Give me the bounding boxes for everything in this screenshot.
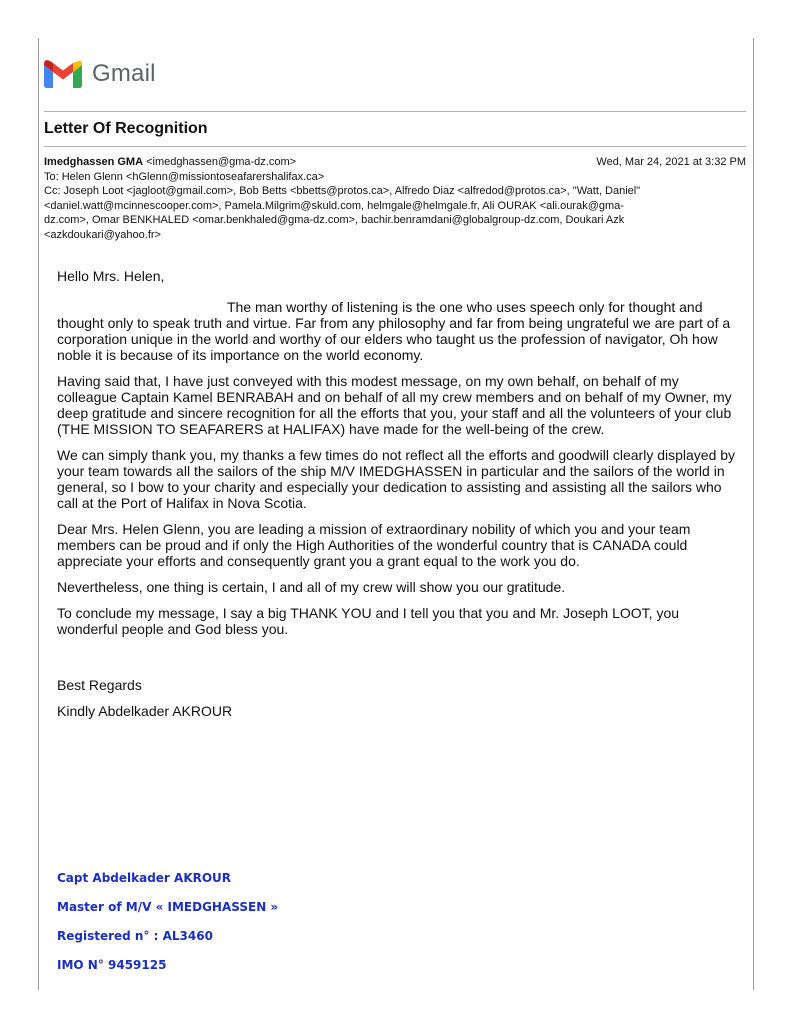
page-border-right [753,38,754,990]
cc-line: <daniel.watt@mcinnescooper.com>, Pamela.Milgrim@skuld.com, helmgale@helmgale.fr, Ali OURAK <ali.ourak@gma- [44,199,624,212]
cc-line: dz.com>, Omar BENKHALED <omar.benkhaled@gma-dz.com>, bachir.benramdani@globalgroup-dz.com, Doukari Azk [44,214,625,226]
signature-line: Capt Abdelkader AKROUR [57,871,232,885]
divider-subject [44,146,746,147]
body-paragraph: Nevertheless, one thing is certain, I and all of my crew will show you our gratitude. [57,579,566,595]
sender [44,155,296,170]
email-subject: Letter Of Recognition [44,120,208,137]
sender-email: <imedghassen@gma-dz.com> [146,156,297,168]
body-paragraph: We can simply thank you, my thanks a few times do not reflect all the efforts and goodwill clearly displayed by your team towards all the sailors of the ship M/V IMEDGHASSEN in particular and the sailors of the world in general, so I bow to your charity and especially your dedication to assisting and assisting all the sailors who call at the Port of Halifax in Nova Scotia. [57,447,736,511]
sender-row [44,155,746,170]
body-paragraph: Having said that, I have just conveyed with this modest message, on my own behalf, on behalf of my colleague Captain Kamel BENRABAH and on behalf of all my crew members and on behalf of my Owner, my deep gratitude and sincere recognition for all the efforts that you, your staff and all the volunteers of your club (THE MISSION TO SEAFARERS at HALIFAX) have made for the well-being of the crew. [57,373,732,437]
signature-line: Registered n° : AL3460 [57,929,213,943]
gmail-logo [44,59,156,89]
signature-block [57,871,278,987]
closing: Best Regards [57,677,142,693]
greeting: Hello Mrs. Helen, [57,268,165,284]
email-header [44,155,746,242]
signoff: Kindly Abdelkader AKROUR [57,703,233,719]
body-paragraph: To conclude my message, I say a big THANK YOU and I tell you that you and Mr. Joseph LOOT, you wonderful people and God bless you. [57,605,680,637]
divider-top [44,111,746,112]
body-paragraph: The man worthy of listening is the one who uses speech only for thought and thought only to speak truth and virtue. Far from any philosophy and far from being ungrateful we are part of a corporation unique in the world and worthy of our elders who taught us the profession of navigator, Oh how noble it is because of its importance on the world economy. [57,299,731,363]
signature-line: Master of M/V « IMEDGHASSEN » [57,900,279,914]
gmail-logo-icon [44,60,82,88]
sent-date: Wed, Mar 24, 2021 at 3:32 PM [596,156,746,168]
body-paragraph: Dear Mrs. Helen Glenn, you are leading a mission of extraordinary nobility of which you and your team members can be proud and if only the High Authorities of the wonderful country that is CANADA could appreciate your efforts and consequently grant you a grant equal to the work you do. [57,521,691,569]
email-body [57,268,737,729]
sender-name: Imedghassen GMA [44,156,144,168]
page-border-left [38,38,39,990]
signature-line: IMO N° 9459125 [57,958,167,972]
cc-line: <azkdoukari@yahoo.fr> [44,228,161,241]
cc-line: Cc: Joseph Loot <jagloot@gmail.com>, Bob Betts <bbetts@protos.ca>, Alfredo Diaz <alfredod@protos.ca>, "Watt, Daniel" [44,185,641,197]
app-name: Gmail [92,60,156,87]
to-line: To: Helen Glenn <hGlenn@missiontoseafarershalifax.ca> [44,170,325,183]
